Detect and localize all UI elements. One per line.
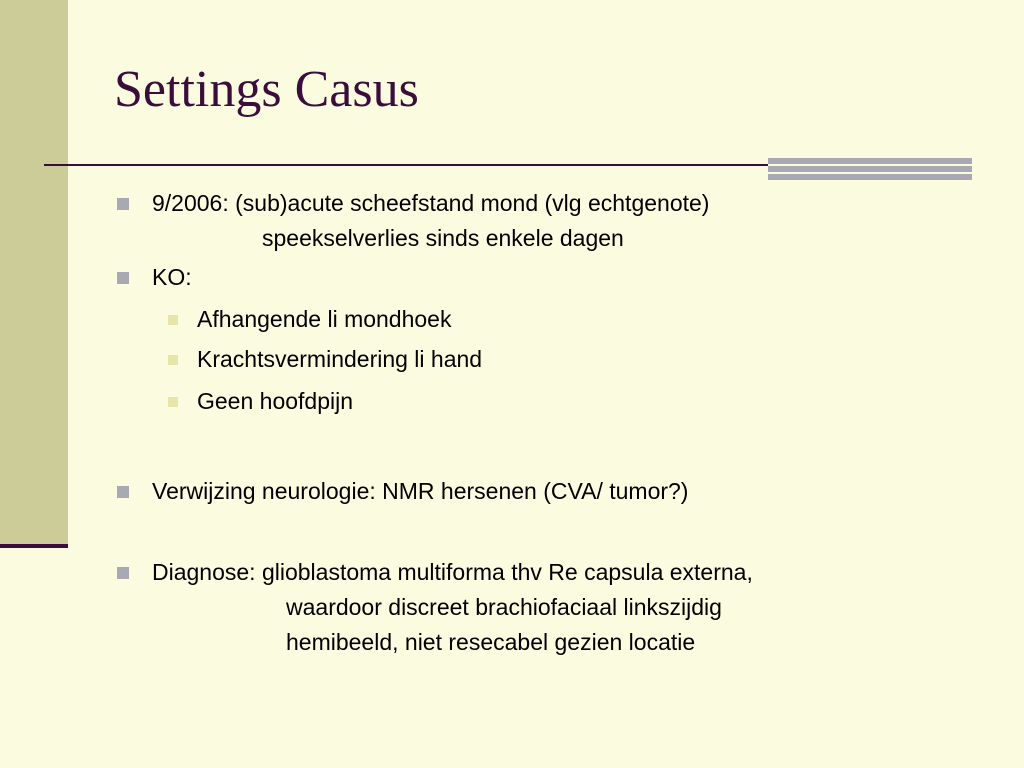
sub-bullet-text: Krachtsvermindering li hand	[197, 346, 483, 372]
bullet-text: 9/2006: (sub)acute scheefstand mond (vlg echtgenote)	[152, 190, 710, 216]
slide-title: Settings Casus	[114, 61, 419, 118]
sub-bullet-text: Geen hoofdpijn	[197, 388, 354, 414]
bullet-text-continuation: waardoor discreet brachiofaciaal linkszijdig	[286, 594, 722, 620]
bullet-square-icon	[117, 486, 129, 498]
bullet-text: Diagnose: glioblastoma multiforma thv Re capsula externa,	[152, 559, 753, 585]
bullet-text: Verwijzing neurologie: NMR hersenen (CVA/ tumor?)	[152, 478, 689, 504]
bullet-text-continuation: hemibeeld, niet resecabel gezien locatie	[286, 629, 696, 655]
sub-bullet-square-icon	[168, 355, 178, 365]
sub-bullet-square-icon	[168, 315, 178, 325]
bullet-text-continuation: speekselverlies sinds enkele dagen	[262, 225, 624, 251]
sub-bullet-square-icon	[168, 397, 178, 407]
bullet-square-icon	[117, 567, 129, 579]
bullet-square-icon	[117, 272, 129, 284]
bullet-text: KO:	[152, 264, 192, 290]
sub-bullet-text: Afhangende li mondhoek	[197, 306, 452, 332]
bullet-square-icon	[117, 198, 129, 210]
